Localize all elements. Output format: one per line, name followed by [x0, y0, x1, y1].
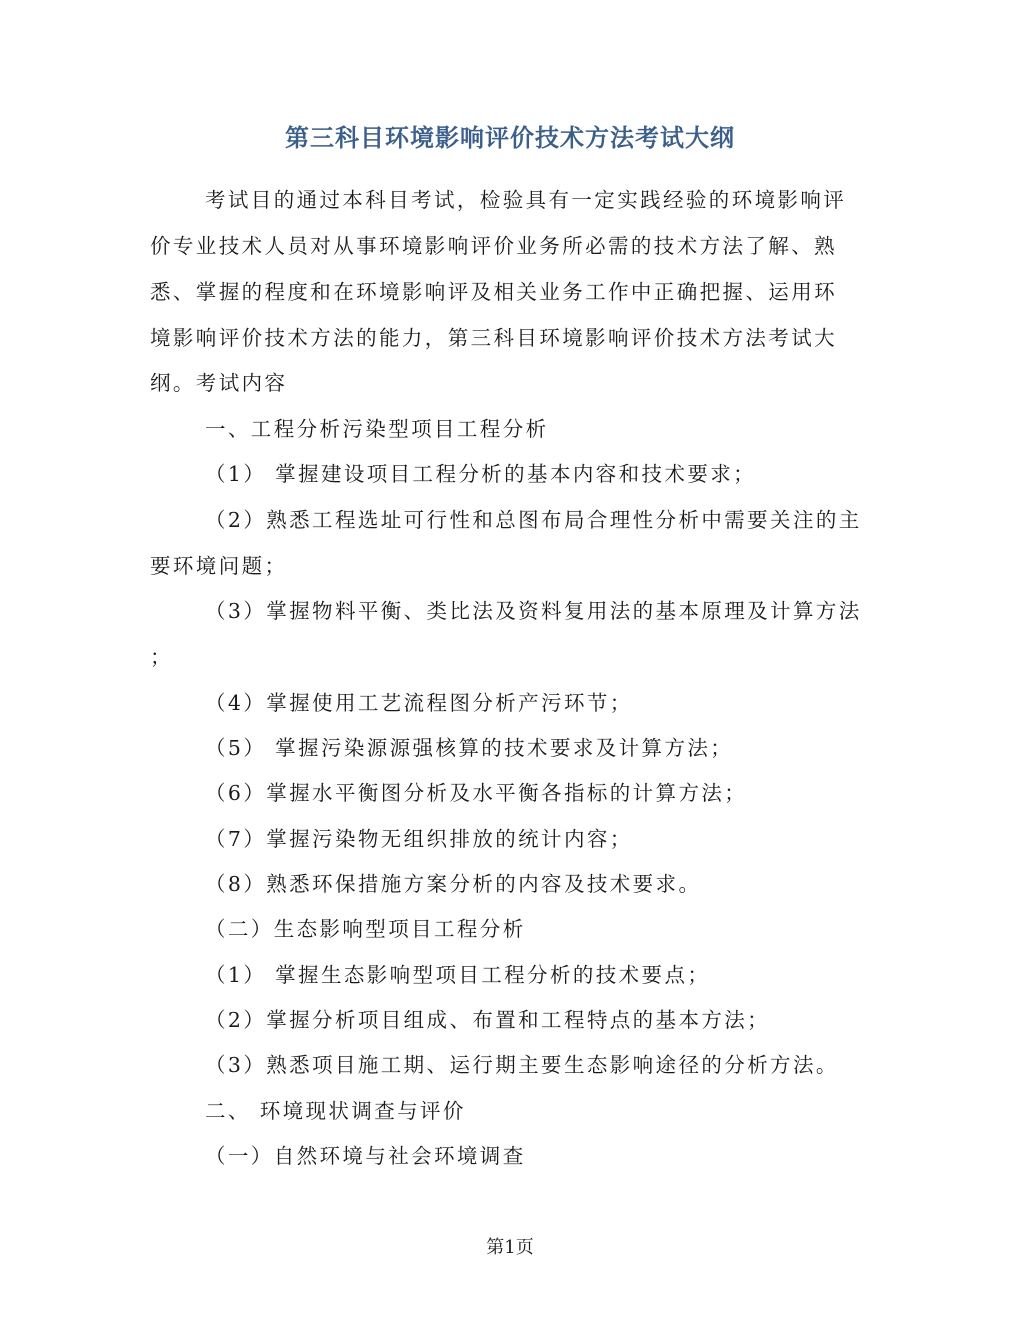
list-item: （2）掌握分析项目组成、布置和工程特点的基本方法； — [205, 1008, 771, 1032]
list-item: （3）掌握物料平衡、类比法及资料复用法的基本原理及计算方法 — [205, 599, 862, 623]
body-line: 境影响评价技术方法的能力，第三科目环境影响评价技术方法考试大 — [150, 326, 837, 350]
section-heading: 二、 环境现状调查与评价 — [205, 1099, 466, 1123]
body-line: 纲。考试内容 — [150, 371, 288, 395]
page-number: 第1页 — [486, 1237, 534, 1258]
body-line: 悉、掌握的程度和在环境影响评及相关业务工作中正确把握、运用环 — [150, 280, 837, 304]
section-heading: 一、工程分析污染型项目工程分析 — [205, 417, 549, 441]
list-item: （4）掌握使用工艺流程图分析产污环节； — [205, 691, 633, 715]
document-title: 第三科目环境影响评价技术方法考试大纲 — [285, 123, 735, 152]
list-item: （6）掌握水平衡图分析及水平衡各指标的计算方法； — [205, 781, 748, 805]
list-item: （5） 掌握污染源源强核算的技术要求及计算方法； — [205, 736, 734, 760]
body-line: 价专业技术人员对从事环境影响评价业务所必需的技术方法了解、熟 — [150, 234, 837, 258]
body-line: 考试目的通过本科目考试，检验具有一定实践经验的环境影响评 — [205, 188, 847, 212]
subsection-heading: （二）生态影响型项目工程分析 — [205, 917, 526, 941]
list-item: （8）熟悉环保措施方案分析的内容及技术要求。 — [205, 872, 702, 896]
list-item: （7）掌握污染物无组织排放的统计内容； — [205, 827, 633, 851]
subsection-heading: （一）自然环境与社会环境调查 — [205, 1144, 526, 1168]
list-item: （3）熟悉项目施工期、运行期主要生态影响途径的分析方法。 — [205, 1053, 839, 1077]
list-item: （2）熟悉工程选址可行性和总图布局合理性分析中需要关注的主 — [205, 508, 862, 532]
list-item-continuation: 要环境问题； — [150, 554, 288, 578]
list-item-continuation: ； — [150, 645, 173, 669]
list-item: （1） 掌握生态影响型项目工程分析的技术要点； — [205, 963, 711, 987]
list-item: （1） 掌握建设项目工程分析的基本内容和技术要求； — [205, 462, 757, 486]
